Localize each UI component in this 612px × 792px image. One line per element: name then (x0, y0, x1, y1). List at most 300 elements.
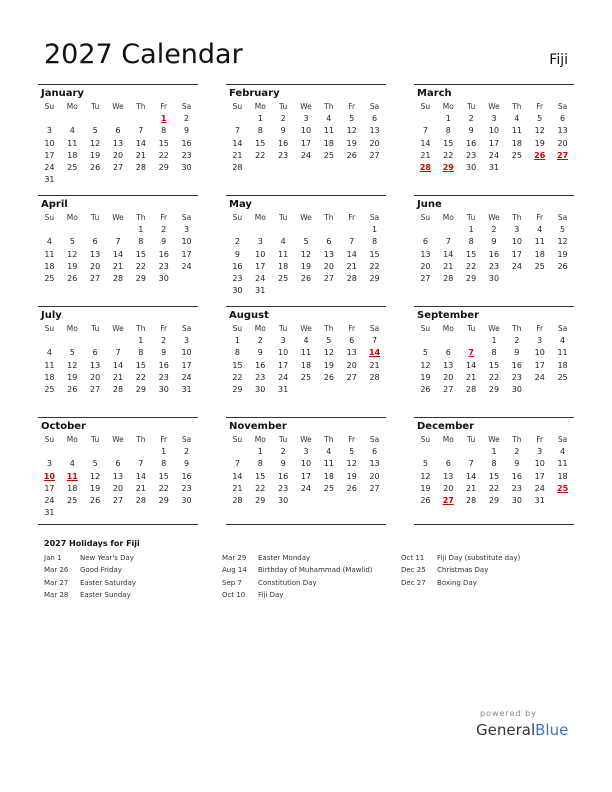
day-cell: 10 (534, 459, 545, 469)
day-cell: 11 (44, 249, 55, 259)
month-november (226, 417, 386, 525)
day-cell: 23 (511, 483, 522, 493)
day-cell: 21 (232, 150, 243, 160)
day-cell: 1 (491, 447, 497, 457)
day-cell: 18 (557, 360, 568, 370)
day-cell: 10 (181, 237, 192, 247)
day-cell: 16 (181, 138, 192, 148)
weekday-label: Su (232, 102, 243, 111)
day-cell: 31 (255, 286, 266, 296)
day-grid (414, 101, 574, 174)
weekday-label: Sa (369, 435, 380, 444)
day-cell: 16 (488, 249, 500, 259)
weekday-label: Tu (279, 102, 288, 111)
day-cell: 8 (161, 459, 167, 469)
holiday-day: 27 (557, 150, 569, 160)
day-cell: 27 (369, 150, 380, 160)
day-cell: 24 (300, 483, 312, 493)
holidays-title: 2027 Holidays for Fiji (44, 539, 140, 548)
weekday-label: Fr (536, 102, 544, 111)
day-cell: 8 (138, 348, 144, 358)
day-cell: 23 (488, 261, 500, 271)
day-cell: 19 (300, 261, 312, 271)
weekday-label: Mo (442, 102, 454, 111)
day-cell: 9 (280, 459, 286, 469)
day-cell: 10 (534, 348, 545, 358)
day-cell: 19 (346, 138, 357, 148)
weekday-label: Fr (536, 213, 544, 222)
day-cell: 15 (135, 249, 146, 259)
day-cell: 4 (326, 447, 332, 457)
holiday-name: Christmas Day (437, 566, 489, 575)
holiday-day: 11 (66, 471, 78, 481)
empty-cell (272, 224, 295, 236)
month-name: April (41, 199, 68, 210)
weekday-label: Th (324, 435, 334, 444)
day-cell: 10 (511, 237, 522, 247)
holiday-item (44, 589, 136, 601)
day-cell: 3 (537, 336, 543, 346)
day-cell: 8 (491, 348, 497, 358)
day-cell: 12 (67, 249, 78, 259)
day-cell: 3 (184, 336, 190, 346)
day-cell: 8 (372, 237, 378, 247)
holiday-day: 29 (442, 162, 454, 172)
day-cell: 6 (349, 336, 355, 346)
day-cell: 31 (488, 162, 500, 172)
day-cell: 15 (255, 138, 266, 148)
day-cell: 24 (300, 150, 312, 160)
weekday-label: Su (44, 213, 55, 222)
holiday-item (222, 577, 373, 589)
holiday-item (222, 552, 373, 564)
day-cell: 30 (232, 286, 243, 296)
empty-cell (107, 446, 130, 458)
empty-cell (84, 335, 107, 347)
day-cell: 1 (234, 336, 240, 346)
month-august (226, 306, 386, 412)
day-cell: 11 (44, 360, 55, 370)
day-cell: 23 (466, 150, 477, 160)
weekday-label: Tu (279, 324, 288, 333)
weekday-label: We (112, 435, 124, 444)
day-cell: 15 (158, 471, 169, 481)
holiday-item (222, 564, 373, 576)
month-april (38, 195, 198, 301)
holiday-name: Easter Sunday (80, 590, 131, 599)
day-cell: 30 (158, 273, 169, 283)
holiday-name: Good Friday (80, 566, 122, 575)
day-cell: 22 (466, 261, 477, 271)
day-cell: 20 (90, 372, 101, 382)
day-cell: 7 (349, 237, 355, 247)
day-cell: 16 (511, 360, 522, 370)
day-cell: 2 (514, 447, 520, 457)
empty-cell (107, 113, 130, 125)
day-cell: 3 (46, 459, 52, 469)
day-cell: 29 (466, 273, 477, 283)
holiday-name: New Year's Day (80, 554, 134, 562)
holiday-item (222, 589, 373, 601)
weekday-label: Su (232, 324, 243, 333)
day-cell: 21 (112, 372, 124, 382)
weekday-label: Th (324, 102, 334, 111)
weekday-label: We (112, 213, 124, 222)
day-cell: 12 (67, 360, 78, 370)
day-cell: 9 (161, 348, 167, 358)
empty-cell (61, 224, 84, 236)
day-cell: 31 (44, 175, 55, 185)
day-cell: 6 (445, 348, 451, 358)
empty-cell (295, 224, 318, 236)
day-cell: 21 (466, 483, 477, 493)
holiday-name: Easter Saturday (80, 578, 137, 587)
day-cell: 27 (346, 372, 357, 382)
weekday-label: Tu (91, 213, 100, 222)
day-cell: 20 (443, 483, 454, 493)
month-name: May (229, 199, 252, 210)
empty-cell (38, 113, 61, 125)
holiday-day: 10 (43, 471, 55, 481)
day-cell: 28 (112, 273, 124, 283)
day-cell: 6 (422, 237, 428, 247)
day-cell: 2 (491, 225, 497, 235)
holiday-date: Aug 14 (222, 566, 247, 575)
day-cell: 28 (112, 384, 124, 394)
day-cell: 28 (369, 372, 380, 382)
day-cell: 20 (112, 150, 124, 160)
day-cell: 15 (488, 360, 500, 370)
day-cell: 26 (346, 150, 357, 160)
day-cell: 17 (255, 261, 266, 271)
empty-cell (414, 446, 437, 458)
day-grid (38, 101, 198, 186)
day-cell: 12 (346, 126, 357, 136)
day-cell: 21 (135, 150, 146, 160)
weekday-label: Mo (66, 102, 78, 111)
empty-cell (84, 113, 107, 125)
day-cell: 6 (92, 348, 98, 358)
weekday-label: Sa (181, 213, 192, 222)
day-cell: 17 (44, 150, 55, 160)
day-cell: 15 (232, 360, 243, 370)
day-cell: 14 (232, 471, 243, 481)
day-cell: 22 (135, 261, 146, 271)
day-cell: 3 (257, 237, 263, 247)
day-cell: 20 (443, 372, 454, 382)
day-cell: 9 (491, 237, 497, 247)
weekday-label: Tu (467, 324, 476, 333)
month-name: June (417, 199, 442, 210)
day-cell: 31 (181, 384, 192, 394)
weekday-label: Mo (254, 213, 266, 222)
day-cell: 12 (90, 138, 101, 148)
day-cell: 19 (346, 471, 357, 481)
day-cell: 23 (181, 150, 192, 160)
day-cell: 25 (44, 273, 55, 283)
day-cell: 1 (445, 114, 451, 124)
holiday-name: Boxing Day (437, 578, 477, 587)
holiday-date: Dec 25 (401, 566, 426, 575)
day-cell: 31 (278, 384, 289, 394)
weekday-label: Sa (181, 324, 192, 333)
weekday-label: Tu (279, 213, 288, 222)
day-cell: 15 (255, 471, 266, 481)
day-cell: 1 (468, 225, 474, 235)
day-cell: 30 (158, 384, 169, 394)
day-cell: 25 (300, 372, 312, 382)
day-cell: 14 (466, 471, 477, 481)
day-cell: 28 (346, 273, 357, 283)
weekday-label: Th (512, 435, 522, 444)
day-cell: 25 (67, 162, 78, 172)
day-cell: 28 (466, 384, 477, 394)
weekday-label: We (488, 213, 500, 222)
weekday-label: Th (512, 213, 522, 222)
weekday-label: Mo (442, 435, 454, 444)
day-cell: 26 (300, 273, 312, 283)
holidays-column-2 (222, 552, 373, 601)
month-name: March (417, 88, 452, 99)
day-grid (226, 323, 386, 396)
weekday-label: Mo (66, 213, 78, 222)
weekday-label: Su (420, 102, 431, 111)
day-cell: 9 (280, 126, 286, 136)
day-cell: 30 (511, 495, 522, 505)
day-grid (414, 434, 574, 507)
day-cell: 2 (514, 336, 520, 346)
month-march (414, 84, 574, 190)
day-cell: 17 (511, 249, 522, 259)
weekday-label: Tu (467, 435, 476, 444)
day-cell: 6 (115, 126, 121, 136)
day-cell: 20 (369, 138, 380, 148)
empty-cell (414, 113, 437, 125)
day-cell: 17 (300, 471, 312, 481)
day-cell: 8 (138, 237, 144, 247)
empty-cell (249, 224, 272, 236)
brand-logo (476, 721, 568, 739)
weekday-label: We (300, 102, 312, 111)
day-cell: 17 (278, 360, 289, 370)
day-cell: 10 (44, 138, 55, 148)
day-cell: 31 (44, 508, 55, 518)
day-cell: 4 (560, 447, 566, 457)
day-cell: 21 (232, 483, 243, 493)
day-cell: 30 (466, 162, 477, 172)
empty-cell (226, 446, 249, 458)
day-cell: 18 (44, 261, 55, 271)
month-row (38, 84, 574, 195)
day-cell: 7 (115, 348, 121, 358)
day-cell: 8 (491, 459, 497, 469)
day-cell: 24 (44, 162, 55, 172)
day-cell: 3 (184, 225, 190, 235)
month-october (38, 417, 198, 525)
day-cell: 2 (161, 225, 167, 235)
day-cell: 13 (90, 249, 101, 259)
day-cell: 10 (181, 348, 192, 358)
day-cell: 18 (44, 372, 55, 382)
day-cell: 18 (278, 261, 289, 271)
day-cell: 3 (491, 114, 497, 124)
day-cell: 24 (534, 372, 545, 382)
month-name: July (41, 310, 62, 321)
day-cell: 22 (158, 150, 169, 160)
empty-cell (317, 224, 340, 236)
day-cell: 9 (161, 237, 167, 247)
empty-cell (129, 446, 152, 458)
day-cell: 26 (67, 273, 78, 283)
day-cell: 11 (300, 348, 312, 358)
day-cell: 18 (323, 138, 334, 148)
empty-cell (226, 113, 249, 125)
day-cell: 29 (232, 384, 243, 394)
weekday-label: Sa (369, 324, 380, 333)
holiday-name: Fiji Day (substitute day) (437, 554, 521, 562)
day-cell: 24 (534, 483, 545, 493)
holidays-column-3 (401, 552, 520, 589)
weekday-label: Th (136, 102, 146, 111)
day-cell: 6 (92, 237, 98, 247)
day-cell: 19 (323, 360, 334, 370)
day-cell: 22 (369, 261, 380, 271)
weekday-label: Mo (66, 324, 78, 333)
month-name: October (41, 421, 86, 432)
day-cell: 20 (90, 261, 101, 271)
weekday-label: Fr (160, 102, 168, 111)
weekday-label: We (300, 324, 312, 333)
weekday-label: Th (136, 213, 146, 222)
holiday-name: Fiji Day (258, 590, 284, 599)
day-cell: 13 (443, 471, 454, 481)
weekday-label: Th (324, 213, 334, 222)
day-cell: 14 (346, 249, 357, 259)
day-cell: 4 (69, 126, 75, 136)
day-cell: 13 (323, 249, 334, 259)
day-cell: 29 (255, 495, 266, 505)
holiday-item (401, 564, 520, 576)
empty-cell (226, 224, 249, 236)
empty-cell (414, 224, 437, 236)
day-cell: 15 (466, 249, 477, 259)
day-cell: 2 (184, 447, 190, 457)
weekday-label: Fr (160, 324, 168, 333)
day-cell: 3 (303, 114, 309, 124)
month-name: January (41, 88, 84, 99)
weekday-label: Mo (442, 324, 454, 333)
day-grid (414, 323, 574, 396)
weekday-label: Sa (369, 102, 380, 111)
day-cell: 8 (468, 237, 474, 247)
day-cell: 2 (161, 336, 167, 346)
empty-cell (84, 224, 107, 236)
day-cell: 25 (323, 483, 334, 493)
day-cell: 28 (135, 495, 146, 505)
empty-cell (38, 446, 61, 458)
day-cell: 12 (323, 348, 334, 358)
day-cell: 17 (44, 483, 55, 493)
brand-blue: Blue (535, 721, 569, 739)
day-cell: 17 (300, 138, 312, 148)
day-cell: 11 (534, 237, 545, 247)
day-cell: 10 (300, 459, 312, 469)
day-cell: 29 (158, 162, 169, 172)
weekday-label: Tu (91, 435, 100, 444)
empty-cell (460, 335, 483, 347)
day-cell: 5 (69, 237, 75, 247)
day-cell: 29 (135, 273, 146, 283)
weekday-label: Mo (254, 102, 266, 111)
empty-cell (460, 446, 483, 458)
day-cell: 22 (443, 150, 454, 160)
day-cell: 23 (278, 150, 289, 160)
weekday-label: Fr (348, 102, 356, 111)
day-cell: 6 (560, 114, 566, 124)
day-cell: 27 (112, 495, 124, 505)
day-cell: 20 (346, 360, 357, 370)
day-cell: 17 (181, 249, 192, 259)
weekday-label: Sa (557, 435, 568, 444)
day-cell: 13 (90, 360, 101, 370)
month-name: September (417, 310, 479, 321)
day-cell: 23 (158, 261, 169, 271)
day-cell: 21 (112, 261, 124, 271)
empty-cell (61, 446, 84, 458)
day-cell: 7 (138, 459, 144, 469)
day-cell: 16 (158, 249, 169, 259)
day-cell: 27 (112, 162, 124, 172)
weekday-label: Su (44, 435, 55, 444)
day-cell: 14 (112, 360, 124, 370)
day-cell: 30 (511, 384, 522, 394)
day-cell: 11 (67, 138, 78, 148)
day-cell: 21 (420, 150, 431, 160)
day-cell: 9 (257, 348, 263, 358)
holiday-date: Dec 27 (401, 578, 426, 587)
day-cell: 9 (234, 249, 240, 259)
day-cell: 6 (372, 114, 378, 124)
weekday-label: Th (136, 324, 146, 333)
month-row (38, 417, 574, 530)
weekday-label: We (112, 102, 124, 111)
empty-cell (84, 446, 107, 458)
brand-general: General (476, 721, 536, 739)
day-cell: 23 (511, 372, 522, 382)
month-june (414, 195, 574, 301)
day-cell: 15 (135, 360, 146, 370)
day-cell: 24 (44, 495, 55, 505)
weekday-label: Mo (442, 213, 454, 222)
holiday-day: 28 (419, 162, 431, 172)
day-cell: 2 (280, 114, 286, 124)
day-cell: 14 (466, 360, 477, 370)
day-cell: 9 (184, 126, 190, 136)
day-cell: 29 (158, 495, 169, 505)
day-cell: 5 (422, 348, 428, 358)
weekday-label: Mo (254, 324, 266, 333)
day-cell: 8 (257, 126, 263, 136)
day-cell: 29 (135, 384, 146, 394)
day-cell: 6 (115, 459, 121, 469)
day-cell: 19 (534, 138, 545, 148)
day-cell: 7 (234, 126, 240, 136)
holiday-day: 7 (468, 348, 474, 358)
weekday-label: We (488, 324, 500, 333)
holiday-day: 25 (557, 483, 569, 493)
day-cell: 22 (488, 372, 500, 382)
day-cell: 19 (420, 372, 431, 382)
